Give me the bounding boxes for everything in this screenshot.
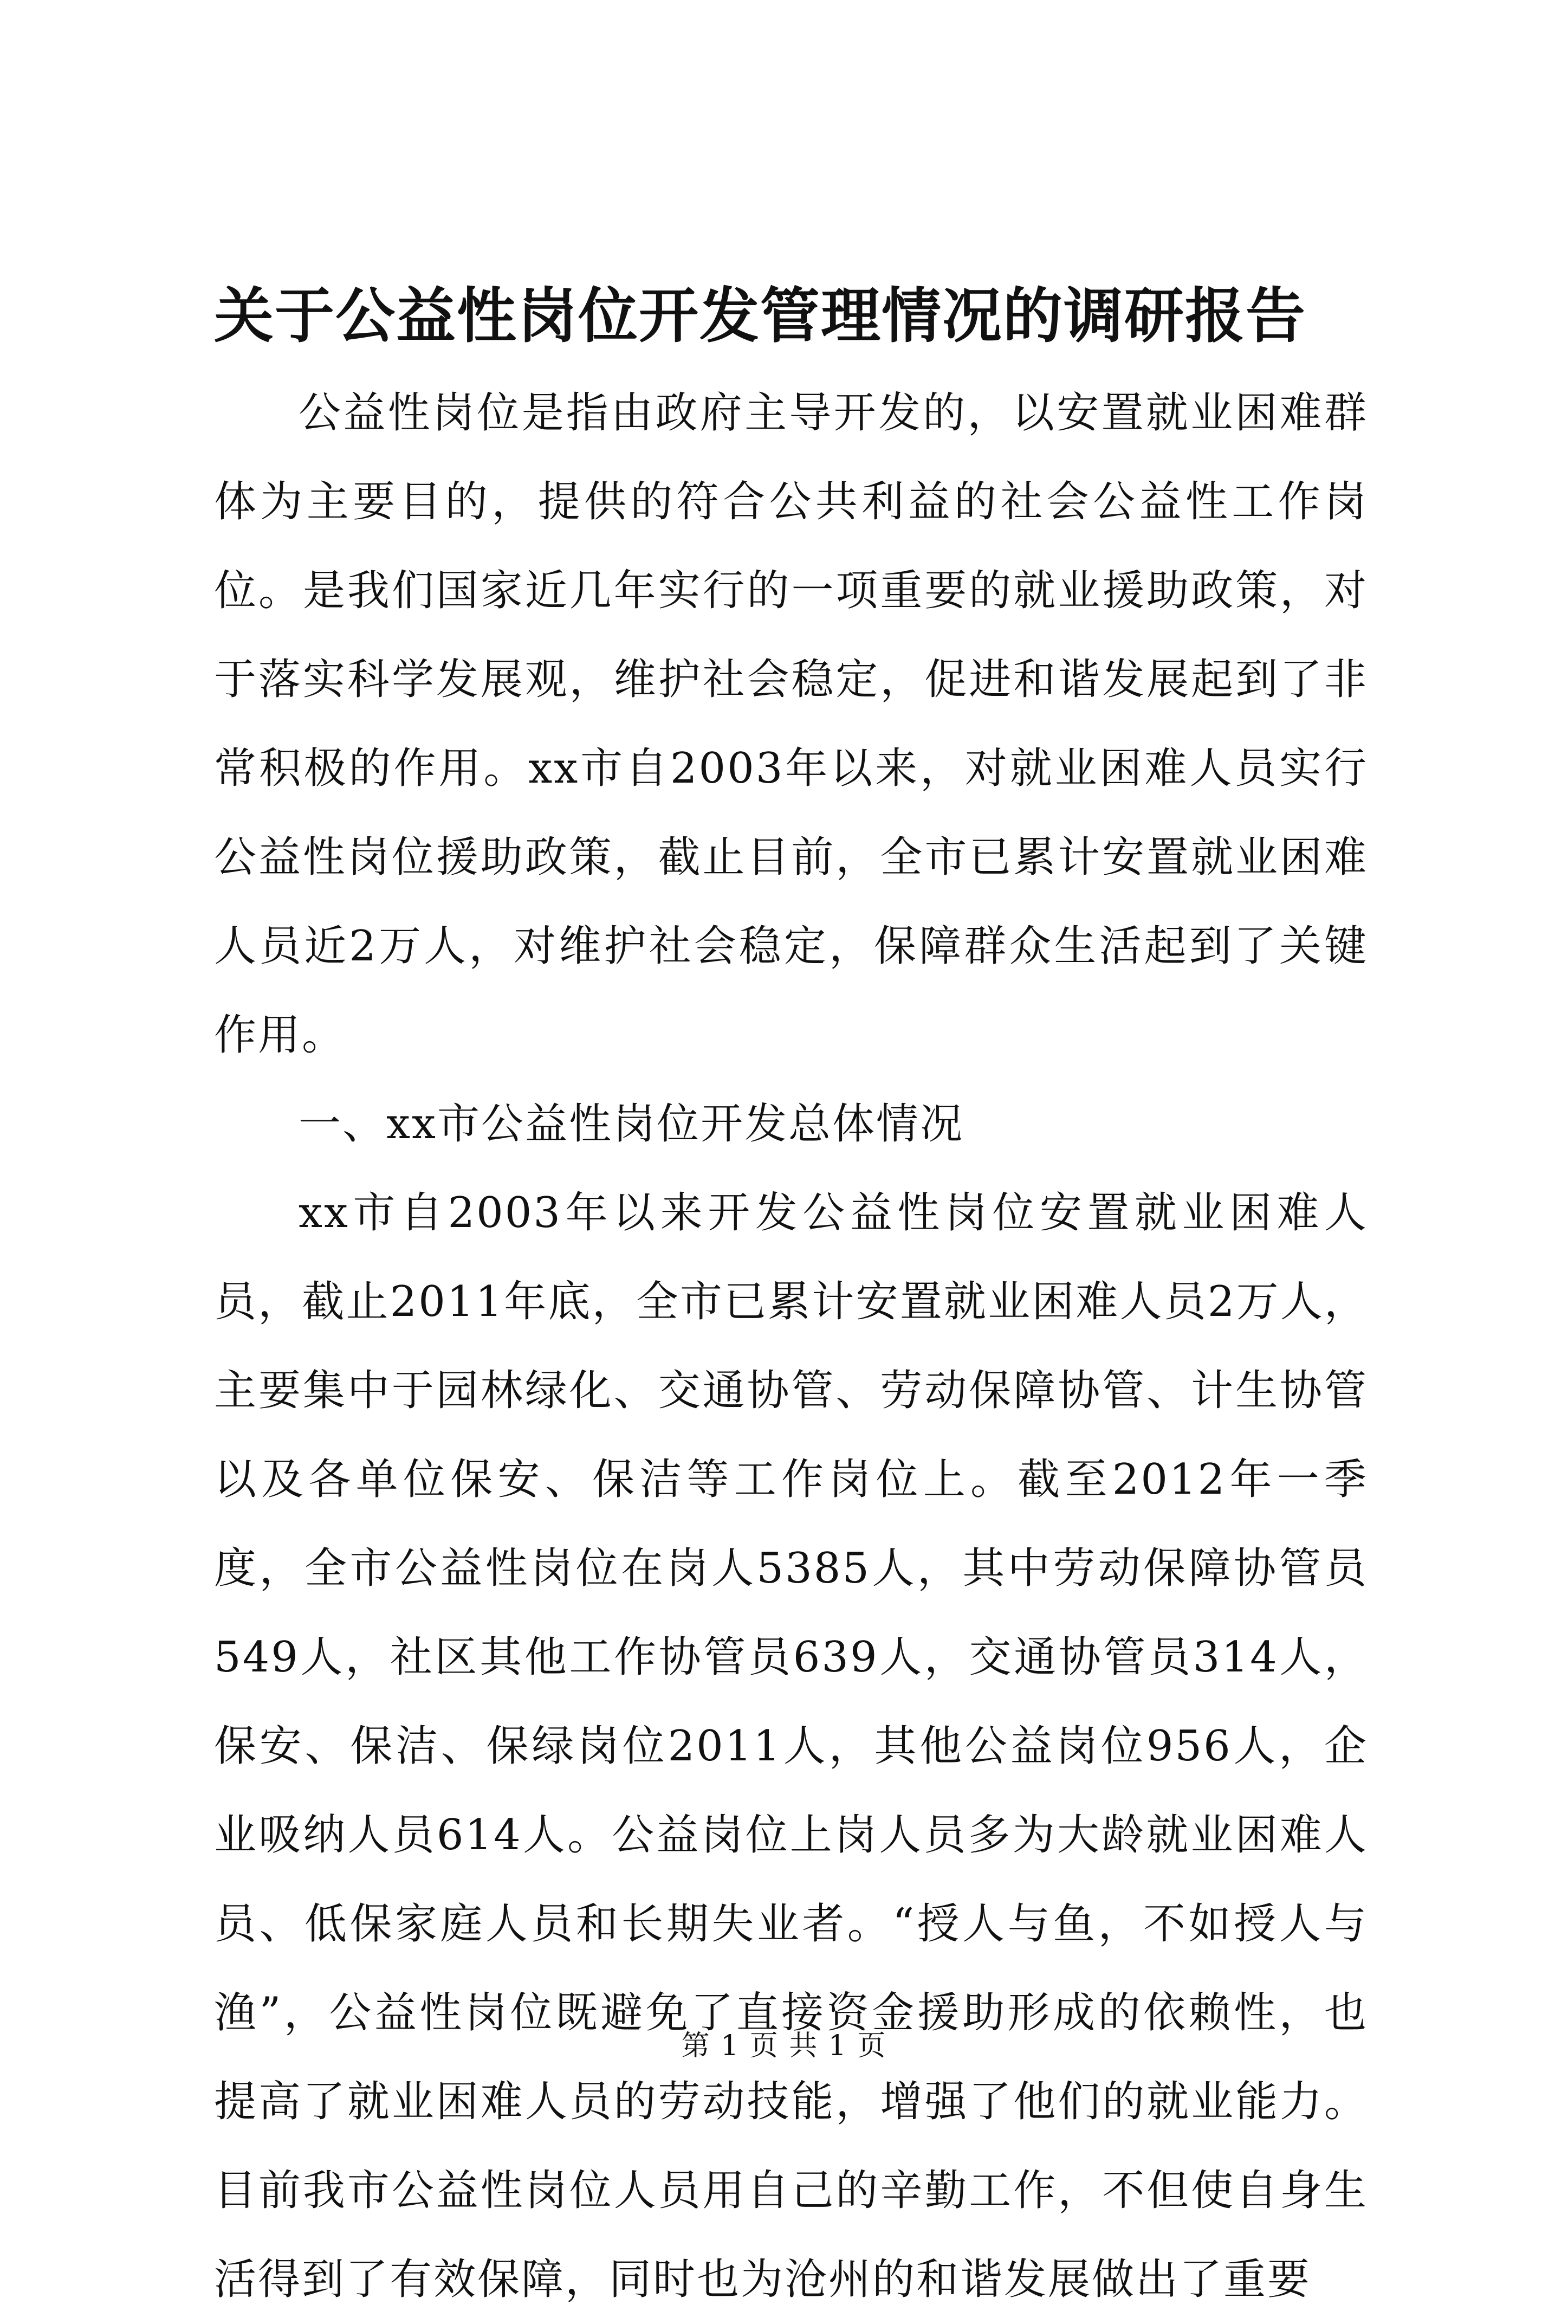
paragraph-intro: 公益性岗位是指由政府主导开发的，以安置就业困难群体为主要目的，提供的符合公共利益的社会公益性工作岗位。是我们国家近几年实行的一项重要的就业援助政策，对于落实科学发展观，维护社会稳定，促进和谐发展起到了非常积极的作用。xx市自2003年以来，对就业困难人员实行公益性岗位援助政策，截止目前，全市已累计安置就业困难人员近2万人，对维护社会稳定，保障群众生活起到了关键作用。: [214, 389, 1368, 1060]
paragraph-section-1: xx市自2003年以来开发公益性岗位安置就业困难人员，截止2011年底，全市已累计安置就业困难人员2万人，主要集中于园林绿化、交通协管、劳动保障协管、计生协管以及各单位保安、保洁等工作岗位上。截至2012年一季度，全市公益性岗位在岗人5385人，其中劳动保障协管员549人，社区其他工作协管员639人，交通协管员314人，保安、保洁、保绿岗位2011人，其他公益岗位956人，企业吸纳人员614人。公益岗位上岗人员多为大龄就业困难人员、低保家庭人员和长期失业者。“授人与鱼，不如授人与渔”，公益性岗位既避免了直接资金援助形成的依赖性，也提高了就业困难人员的劳动技能，增强了他们的就业能力。目前我市公益性岗位人员用自己的辛勤工作，不但使自身生活得到了有效保障，同时也为沧州的和谐发展做出了重要: [214, 1189, 1368, 2304]
page-footer: 第 1 页 共 1 页: [681, 2030, 887, 2062]
section-heading-1: 一、xx市公益性岗位开发总体情况: [299, 1100, 964, 1148]
document-title: 关于公益性岗位开发管理情况的调研报告: [214, 281, 1306, 351]
